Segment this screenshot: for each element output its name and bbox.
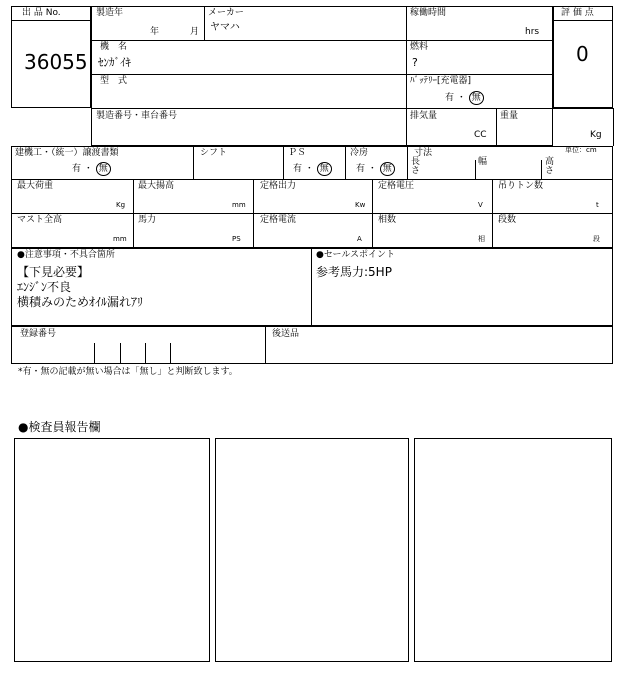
ac-dot: ・ xyxy=(367,164,377,174)
weight-label: 重量 xyxy=(500,111,519,121)
inspector-photo-1 xyxy=(14,438,210,662)
phase-unit: 相 xyxy=(478,235,485,243)
crane-unit: t xyxy=(596,201,599,209)
type-label: 型 式 xyxy=(100,76,128,86)
rated-current-label: 定格電流 xyxy=(260,215,297,225)
height-label: 高 xyxy=(545,157,555,167)
month-unit: 月 xyxy=(190,27,200,37)
ac-yes: 有 xyxy=(356,164,366,174)
transfer-doc-label: 建機工・（統一）譲渡書類 xyxy=(15,148,119,158)
max-load-unit: Kg xyxy=(116,201,126,209)
max-load-label: 最大荷重 xyxy=(17,181,54,191)
transfer-yes: 有 xyxy=(72,164,82,174)
fuel-value: ? xyxy=(412,56,418,69)
rated-output-label: 定格出力 xyxy=(260,181,297,191)
stages-unit: 段 xyxy=(593,235,600,243)
maker-label: メーカー xyxy=(208,8,244,18)
ac-no-circled: 無 xyxy=(380,162,395,176)
phase-label: 相数 xyxy=(378,215,397,225)
ps-no-circled: 無 xyxy=(317,162,332,176)
model-name-label: 機 名 xyxy=(100,42,128,52)
fuel-label: 燃料 xyxy=(410,42,429,52)
shipped-items-label: 後送品 xyxy=(272,329,300,339)
manufacture-year-label: 製造年 xyxy=(96,8,124,18)
stages-label: 段数 xyxy=(498,215,517,225)
serial-label: 製造番号・車台番号 xyxy=(96,111,178,121)
height-label-2: さ xyxy=(545,166,555,176)
hp-unit: PS xyxy=(232,235,241,243)
caution-label: ●注意事項・不具合箇所 xyxy=(17,250,115,260)
length-label: 長 xyxy=(411,157,421,167)
inspector-photo-2 xyxy=(215,438,409,662)
lot-no: 36055 xyxy=(24,50,88,74)
year-unit: 年 xyxy=(150,27,160,37)
battery-yes-no xyxy=(445,91,484,105)
max-lift-unit: mm xyxy=(232,201,246,209)
battery-label: ﾊﾞｯﾃﾘｰ[充電器] xyxy=(410,76,472,86)
score-value: 0 xyxy=(576,42,589,66)
ps-yes: 有 xyxy=(293,164,303,174)
kg-unit: Kg xyxy=(590,130,602,140)
lot-no-label: 出 品 No. xyxy=(22,8,61,18)
transfer-dot: ・ xyxy=(83,164,93,174)
sales-point-label: ●セールスポイント xyxy=(316,250,396,260)
battery-no-circled: 無 xyxy=(469,91,484,105)
transfer-doc-yes-no xyxy=(72,162,111,176)
mast-unit: mm xyxy=(113,235,127,243)
width-label: 幅 xyxy=(478,157,488,167)
registration-label: 登録番号 xyxy=(20,329,57,339)
hours-label: 稼働時間 xyxy=(410,8,447,18)
model-name-value: ｾﾝｶﾞｲｷ xyxy=(98,56,131,69)
ps-label: ＰＳ xyxy=(288,148,307,158)
caution-line-1: 【下見必要】 xyxy=(17,265,90,279)
registration-box xyxy=(11,326,613,364)
rated-current-unit: A xyxy=(357,235,362,243)
rated-output-unit: Kw xyxy=(355,201,366,209)
max-lift-label: 最大揚高 xyxy=(138,181,175,191)
cc-unit: CC xyxy=(474,130,487,140)
dims-label: 寸法 xyxy=(414,148,433,158)
hp-label: 馬力 xyxy=(138,215,157,225)
length-label-2: さ xyxy=(411,166,421,176)
mast-label: マスト全高 xyxy=(17,215,63,225)
ps-yes-no xyxy=(293,162,332,176)
sales-point-text: 参考馬力:5HP xyxy=(316,265,392,279)
crane-label: 吊りトン数 xyxy=(498,181,544,191)
ac-label: 冷房 xyxy=(350,148,369,158)
caution-line-2: ｴﾝｼﾞﾝ不良 xyxy=(17,280,72,294)
battery-dot: ・ xyxy=(456,93,466,103)
dims-unit: 単位：cm xyxy=(565,146,597,154)
inspector-report-title: ●検査員報告欄 xyxy=(18,420,101,434)
footnote: *有・無の記載が無い場合は「無し」と判断致します。 xyxy=(18,367,238,377)
hours-unit: hrs xyxy=(525,27,540,37)
shift-label: シフト xyxy=(200,148,228,158)
ac-yes-no xyxy=(356,162,395,176)
rated-voltage-label: 定格電圧 xyxy=(378,181,415,191)
caution-line-3: 横積みのためｵｲﾙ漏れｱﾘ xyxy=(17,295,144,309)
score-label: 評 価 点 xyxy=(561,8,594,18)
displacement-label: 排気量 xyxy=(410,111,438,121)
maker-value: ヤマハ xyxy=(210,22,240,33)
inspector-photo-3 xyxy=(414,438,612,662)
transfer-no-circled: 無 xyxy=(96,162,111,176)
battery-yes: 有 xyxy=(445,93,455,103)
header-grid xyxy=(91,6,553,146)
ps-dot: ・ xyxy=(304,164,314,174)
rated-voltage-unit: V xyxy=(478,201,483,209)
